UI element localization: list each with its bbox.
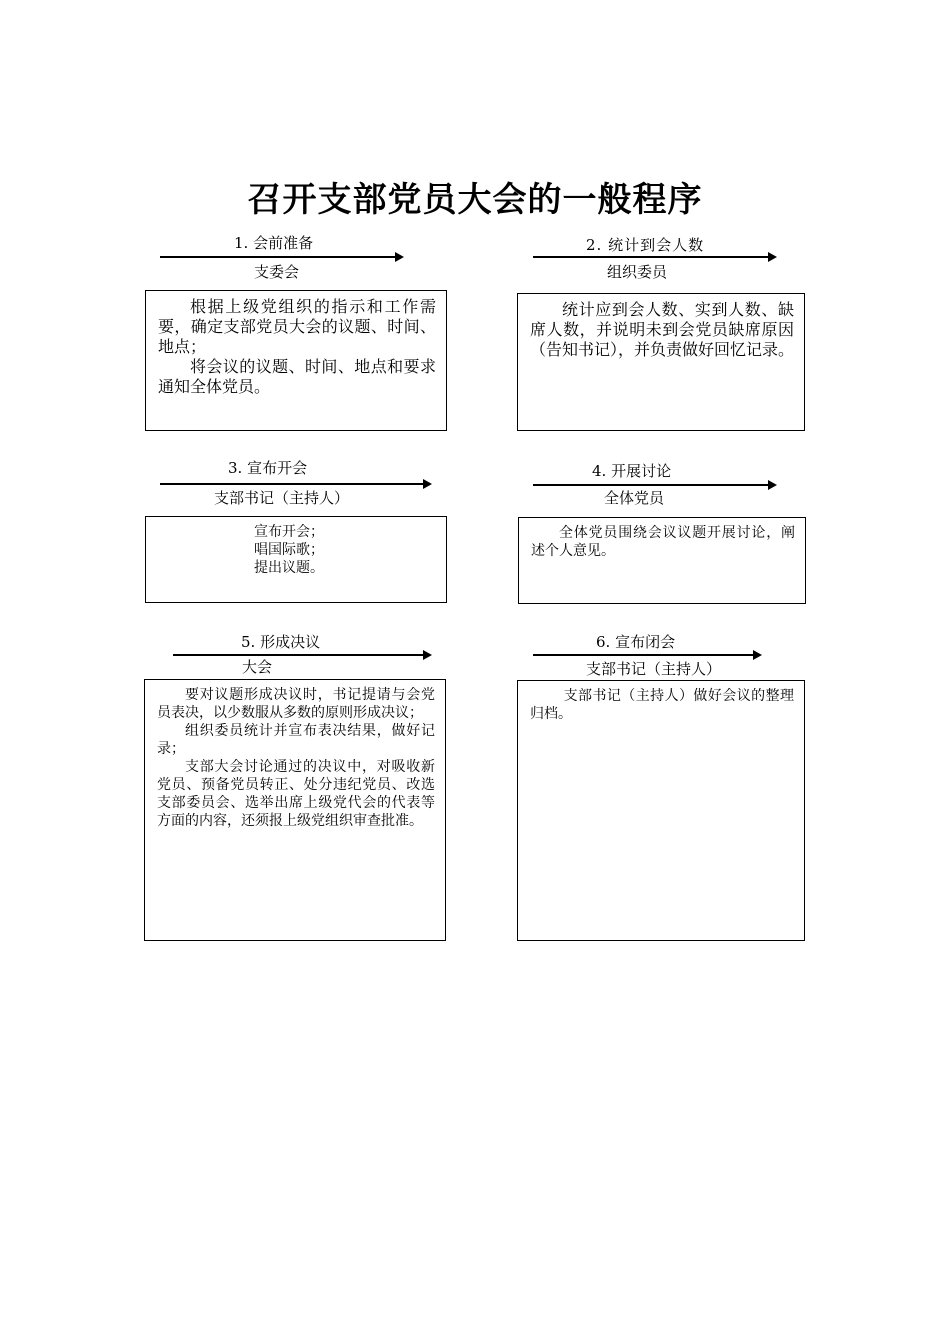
step-2-role: 组织委员 (607, 263, 668, 281)
step-6-role: 支部书记（主持人） (586, 660, 722, 678)
step-4-role: 全体党员 (604, 489, 665, 507)
step-3-arrow (160, 483, 424, 485)
step-1-role: 支委会 (254, 263, 300, 281)
step-3-text-1: 宣布开会； (254, 524, 324, 540)
step-5-text-2: 组织委员统计并宣布表决结果，做好记录； (157, 723, 435, 757)
step-5-text-1: 要对议题形成决议时，书记提请与会党员表决，以少数服从多数的原则形成决议； (157, 687, 435, 721)
step-2-box (517, 293, 805, 431)
step-3-role: 支部书记（主持人） (214, 489, 350, 507)
step-3-label: 3. 宣布开会 (228, 459, 308, 477)
step-6-text-1: 支部书记（主持人）做好会议的整理归档。 (530, 688, 794, 722)
step-2-text-1: 统计应到会人数、实到人数、缺席人数，并说明未到会党员缺席原因（告知书记），并负责做好回忆记录。 (530, 300, 795, 359)
step-1-label: 1. 会前准备 (234, 234, 314, 252)
step-6-arrow (533, 654, 754, 656)
step-5-label: 5. 形成决议 (241, 633, 321, 651)
step-1-text-1: 根据上级党组织的指示和工作需要，确定支部党员大会的议题、时间、地点； (158, 297, 436, 356)
step-5-text-3: 支部大会讨论通过的决议中，对吸收新党员、预备党员转正、处分违纪党员、改选支部委员会、选举出席上级党代会的代表等方面的内容，还须报上级党组织审查批准。 (157, 759, 435, 829)
step-3-box (145, 516, 447, 603)
step-1-box (145, 290, 447, 431)
step-4-arrow (533, 484, 769, 486)
step-4-label: 4. 开展讨论 (592, 462, 672, 480)
step-4-box (518, 517, 806, 604)
step-5-arrow (173, 654, 424, 656)
step-5-box (144, 679, 446, 941)
step-2-arrow (533, 256, 769, 258)
step-6-label: 6. 宣布闭会 (596, 633, 676, 651)
step-4-text-1: 全体党员围绕会议议题开展讨论，阐述个人意见。 (531, 525, 795, 559)
page-title: 召开支部党员大会的一般程序 (247, 180, 703, 220)
step-1-text-2: 将会议的议题、时间、地点和要求通知全体党员。 (158, 357, 436, 396)
step-1-arrow (160, 256, 396, 258)
step-3-text-3: 提出议题。 (254, 560, 324, 576)
step-3-text-2: 唱国际歌； (254, 542, 324, 558)
step-6-box (517, 680, 805, 941)
step-2-label: 2. 统计到会人数 (586, 236, 705, 254)
step-5-role: 大会 (242, 658, 273, 676)
